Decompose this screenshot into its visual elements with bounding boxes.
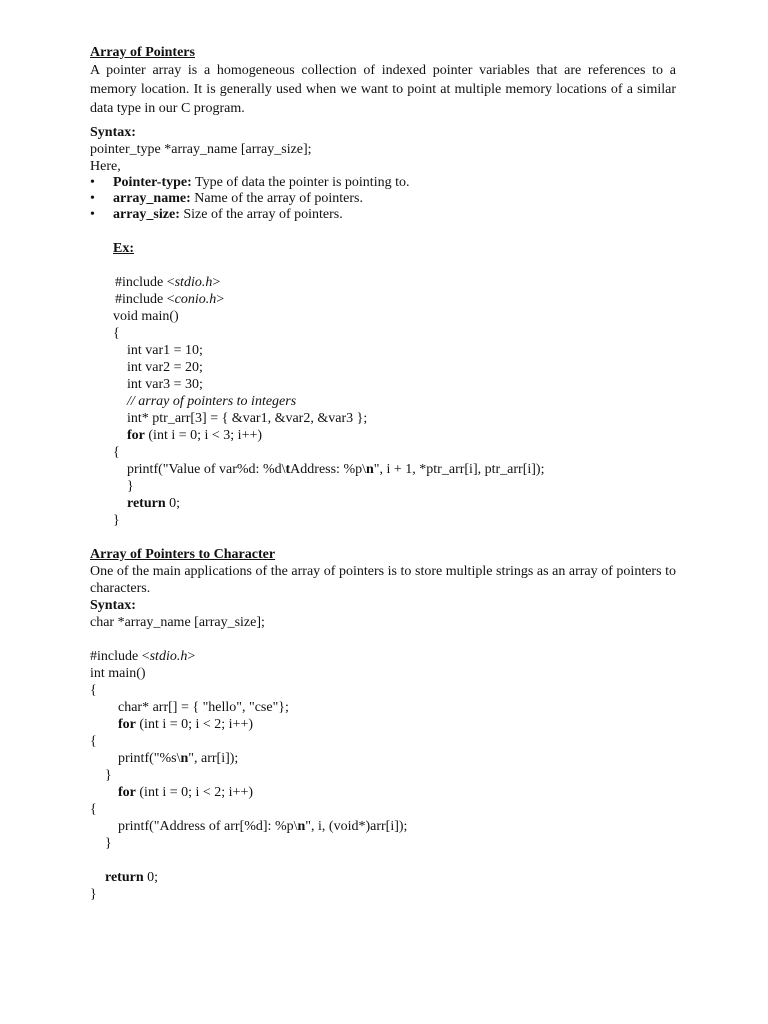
code-line: #include <stdio.h> (115, 275, 221, 290)
here-label: Here, (90, 159, 121, 174)
code-line: int var3 = 30; (127, 377, 203, 392)
code-line: int main() (90, 666, 146, 681)
bullet-text: Type of data the pointer is pointing to. (191, 175, 410, 190)
section-title-array-of-pointers-to-character: Array of Pointers to Character (90, 547, 276, 562)
code-line: for (int i = 0; i < 2; i++) (118, 785, 254, 800)
code-line: return 0; (127, 496, 181, 511)
code-comment: // array of pointers to integers (127, 394, 297, 409)
code-line: } (90, 887, 97, 902)
list-item (90, 191, 676, 207)
parameter-list (90, 175, 676, 223)
code-line: printf("%s\n", arr[i]); (118, 751, 239, 766)
syntax-label: Syntax: (90, 598, 136, 613)
code-line: #include <conio.h> (115, 292, 225, 307)
code-line: int* ptr_arr[3] = { &var1, &var2, &var3 }; (127, 411, 368, 426)
section-title-array-of-pointers: Array of Pointers (90, 45, 195, 60)
code-line: { (113, 445, 120, 460)
code-line: } (113, 513, 120, 528)
code-line: for (int i = 0; i < 3; i++) (127, 428, 263, 443)
list-item (90, 175, 676, 191)
code-line: { (113, 326, 120, 341)
document-page (90, 44, 676, 903)
bullet-term: array_name: (113, 191, 191, 206)
bullet-term: array_size: (113, 207, 180, 222)
code-line: void main() (113, 309, 179, 324)
syntax-code: char *array_name [array_size]; (90, 615, 265, 630)
code-line: #include <stdio.h> (90, 649, 196, 664)
example-label: Ex: (113, 241, 134, 256)
code-line: int var1 = 10; (127, 343, 203, 358)
code-line: { (90, 734, 97, 749)
list-item (90, 207, 676, 223)
bullet-text: Size of the array of pointers. (179, 207, 343, 222)
code-line: int var2 = 20; (127, 360, 203, 375)
code-block-example-1 (90, 274, 676, 529)
code-line: } (105, 836, 112, 851)
bullet-term: Pointer-type: (113, 175, 192, 190)
code-line: for (int i = 0; i < 2; i++) (118, 717, 254, 732)
syntax-label: Syntax: (90, 125, 136, 140)
bullet-text: Name of the array of pointers. (190, 191, 363, 206)
code-line: { (90, 683, 97, 698)
code-line: printf("Address of arr[%d]: %p\n", i, (void*)arr[i]); (118, 819, 408, 834)
section-description: One of the main applications of the array of pointers is to store multiple strings as an array of pointers to characters. (90, 564, 676, 596)
section-description: A pointer array is a homogeneous collection of indexed pointer variables that are references to a memory location. It is generally used when we want to point at multiple memory locations of a similar data type in our C program. (90, 63, 676, 116)
code-line: } (127, 479, 134, 494)
code-line: printf("Value of var%d: %d\tAddress: %p\n", i + 1, *ptr_arr[i], ptr_arr[i]); (127, 462, 545, 477)
code-line: { (90, 802, 97, 817)
code-line: return 0; (105, 870, 159, 885)
code-line: } (105, 768, 112, 783)
syntax-code: pointer_type *array_name [array_size]; (90, 142, 312, 157)
code-line: char* arr[] = { "hello", "cse"}; (118, 700, 289, 715)
code-block-example-2 (90, 648, 676, 903)
